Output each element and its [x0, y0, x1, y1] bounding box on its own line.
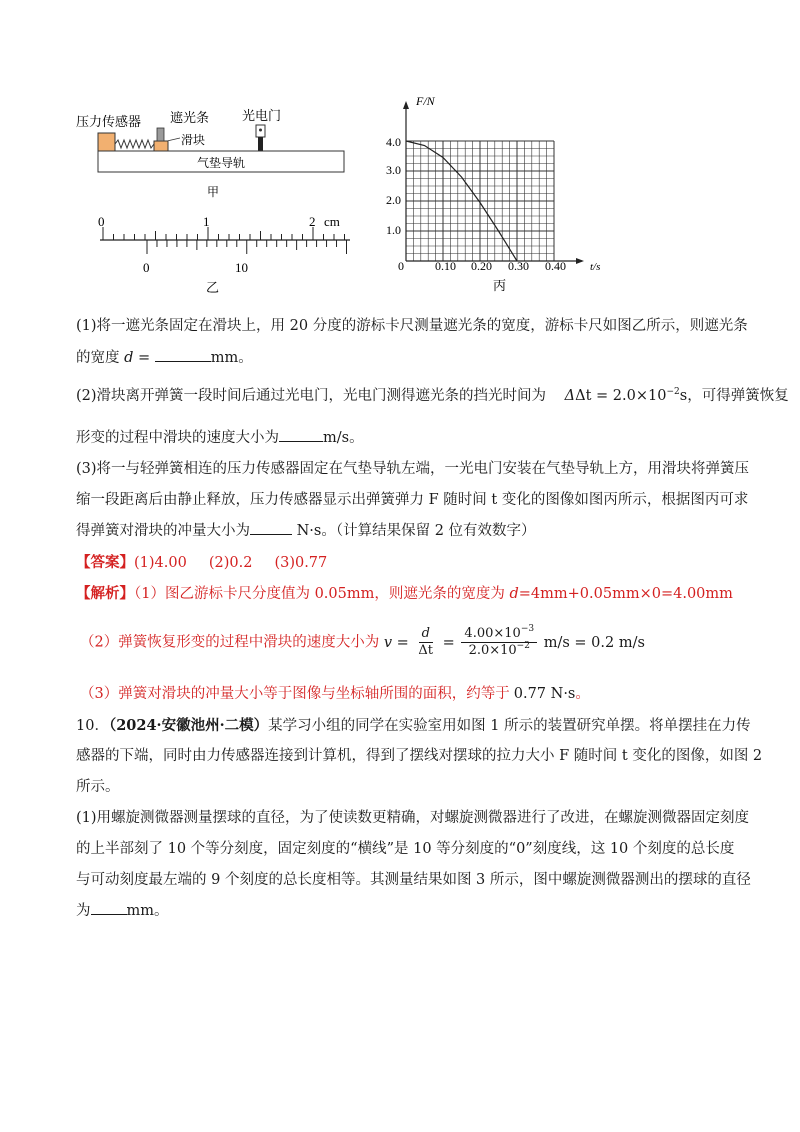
- apparatus-figure: [70, 100, 360, 205]
- q10-p1-line3: 与可动刻度最左端的 9 个刻度的总长度相等。其测量结果如图 3 所示，图中螺旋测微器测出的摆球的直径: [76, 872, 751, 888]
- answer-1: (1)4.00: [134, 555, 187, 571]
- x-axis-label: t/s: [590, 261, 601, 273]
- q3-line2: 缩一段距离后由静止释放，压力传感器显示出弹簧弹力 F 随时间 t 变化的图像如图丙所示，根据图丙可求: [76, 492, 749, 508]
- x-axis-arrow: [576, 258, 584, 264]
- answer-blank-4[interactable]: [91, 913, 127, 915]
- y-tick-3: 3.0: [386, 163, 401, 177]
- q1-eq: =: [133, 350, 155, 366]
- q2-suffix: ，可得弹簧恢复: [687, 388, 789, 404]
- q2-dt: $\Delta\Delta t = 2.0\times 10^{-2}s$: [564, 387, 688, 404]
- analysis-p1-b: =4mm+0.05mm×0=4.00mm: [518, 586, 733, 602]
- pressure-sensor: [98, 133, 115, 151]
- frac2-num: 4.00×10: [464, 626, 521, 641]
- y-tick-2: 2.0: [386, 193, 401, 207]
- answer-blank-3[interactable]: [250, 533, 292, 535]
- q1-line1: (1)将一遮光条固定在滑块上，用 20 分度的游标卡尺测量遮光条的宽度，游标卡尺如图乙所示，则遮光条: [76, 318, 748, 334]
- q10-p1-prefix: 为: [76, 903, 91, 919]
- x-tick-3: 0.30: [508, 259, 529, 273]
- answer-2: (2)0.2: [208, 555, 253, 571]
- main-label-0: 0: [98, 214, 105, 229]
- q10-line1: [76, 716, 751, 736]
- analysis-line1: [76, 584, 733, 604]
- analysis-p1-a: （1）图乙游标卡尺分度值为 0.05mm，则遮光条的宽度为: [134, 586, 510, 602]
- frac1-num: d: [419, 626, 433, 643]
- caption-jia: 甲: [207, 185, 220, 199]
- answer-blank-1[interactable]: [155, 360, 211, 362]
- q10-p1-line1: (1)用螺旋测微器测量摆球的直径，为了使读数更精确，对螺旋测微器进行了改进，在螺旋测微器固定刻度: [76, 810, 750, 826]
- q10-p1-unit: mm。: [126, 903, 169, 919]
- q10-source: （2024·安徽池州·二模）: [108, 717, 269, 734]
- caption-yi: 乙: [206, 280, 220, 295]
- main-label-2: 2: [309, 214, 316, 229]
- q2-prefix: (2)滑块离开弹簧一段时间后通过光电门，光电门测得遮光条的挡光时间为: [76, 388, 547, 404]
- analysis-p1-var: d: [509, 586, 519, 602]
- formula-tail: m/s = 0.2 m/s: [539, 634, 645, 651]
- fraction-d-dt: [415, 626, 436, 659]
- q10-p1-line4: [76, 901, 169, 921]
- analysis-p3-value: 0.77 N·s: [513, 686, 576, 702]
- fraction-values: [461, 626, 537, 659]
- track-label: 气垫导轨: [197, 156, 246, 170]
- answer-line: [76, 553, 327, 573]
- q1-unit: mm。: [210, 350, 253, 366]
- analysis-label: 【解析】: [76, 585, 134, 602]
- y-tick-4: 4.0: [386, 135, 401, 149]
- y-axis-arrow: [403, 101, 409, 109]
- analysis-p3-text: （3）弹簧对滑块的冲量大小等于图像与坐标轴所围的面积，约等于: [80, 686, 510, 702]
- caption-bing: 丙: [493, 278, 507, 293]
- q2-line2-prefix: 形变的过程中滑块的速度大小为: [76, 430, 279, 446]
- q3-suffix: 。（计算结果保留 2 位有效数字）: [321, 523, 536, 539]
- vernier-scale: [147, 240, 347, 254]
- frac2-den-exp: −2: [516, 641, 530, 651]
- vernier-label-0: 0: [143, 260, 150, 275]
- frac1-den: Δt: [418, 643, 434, 658]
- shade-label: 遮光条: [170, 110, 210, 125]
- q3-unit: N·s: [296, 523, 322, 539]
- formula-v: v: [383, 634, 393, 651]
- vernier-label-10: 10: [235, 260, 248, 275]
- analysis-p2-text: （2）弹簧恢复形变的过程中滑块的速度大小为: [80, 634, 380, 651]
- analysis-line2: [80, 626, 645, 659]
- analysis-p3-end: 。: [575, 686, 590, 702]
- q10-number: 10．: [76, 718, 109, 734]
- frac2-num-exp: −3: [520, 624, 535, 634]
- q10-line3: 所示。: [76, 779, 120, 795]
- y-tick-1: 1.0: [386, 223, 401, 237]
- force-time-chart: [378, 93, 618, 293]
- q2-unit: m/s。: [323, 430, 364, 446]
- q3-line1: (3)将一与轻弹簧相连的压力传感器固定在气垫导轨左端，一光电门安装在气垫导轨上方，用滑块将弹簧压: [76, 461, 750, 477]
- main-label-1: 1: [203, 214, 210, 229]
- frac2-den: 2.0×10: [468, 643, 517, 658]
- gate-label: 光电门: [242, 108, 282, 123]
- formula-eq2: =: [438, 634, 460, 651]
- answer-3: (3)0.77: [274, 555, 328, 571]
- q3-line3: [76, 521, 536, 541]
- sensor-label: 压力传感器: [76, 114, 142, 129]
- formula-eq1: =: [392, 634, 414, 651]
- q2-dt-expr: Δt = 2.0×10: [575, 388, 667, 404]
- q1-var: d: [124, 350, 134, 366]
- x-tick-1: 0.10: [435, 259, 456, 273]
- q10-p1-line2: 的上半部刻了 10 个等分刻度，固定刻度的“横线”是 10 等分刻度的“0”刻度线，这 10 个刻度的总长度: [76, 841, 735, 857]
- shade-strip: [157, 128, 164, 141]
- q10-line2: 感器的下端，同时由力传感器连接到计算机，得到了摆线对摆球的拉力大小 F 随时间 t 变化的图像，如图 2: [76, 748, 763, 764]
- q2-dt-unit: s: [679, 388, 688, 404]
- x-tick-4: 0.40: [545, 259, 566, 273]
- q1-prefix: 的宽度: [76, 350, 120, 366]
- q3-prefix: 得弹簧对滑块的冲量大小为: [76, 523, 250, 539]
- answer-blank-2[interactable]: [279, 440, 323, 442]
- slider-label: 滑块: [181, 133, 206, 147]
- vernier-figure: [90, 210, 360, 295]
- q2-line1: [76, 386, 789, 406]
- q2-dt-exp: −2: [666, 387, 680, 397]
- analysis-line3: [80, 684, 590, 704]
- q1-line2: [76, 348, 253, 368]
- q10-line1-rest: 某学习小组的同学在实验室用如图 1 所示的装置研究单摆。将单摆挂在力传: [268, 718, 751, 734]
- q2-line2: [76, 428, 364, 448]
- y-axis-label: F/N: [416, 94, 435, 108]
- x-tick-0: 0: [398, 259, 404, 273]
- answer-label: 【答案】: [76, 554, 134, 571]
- slider-block: [154, 141, 168, 151]
- main-unit: cm: [324, 214, 340, 229]
- spring: [115, 140, 154, 148]
- x-tick-2: 0.20: [471, 259, 492, 273]
